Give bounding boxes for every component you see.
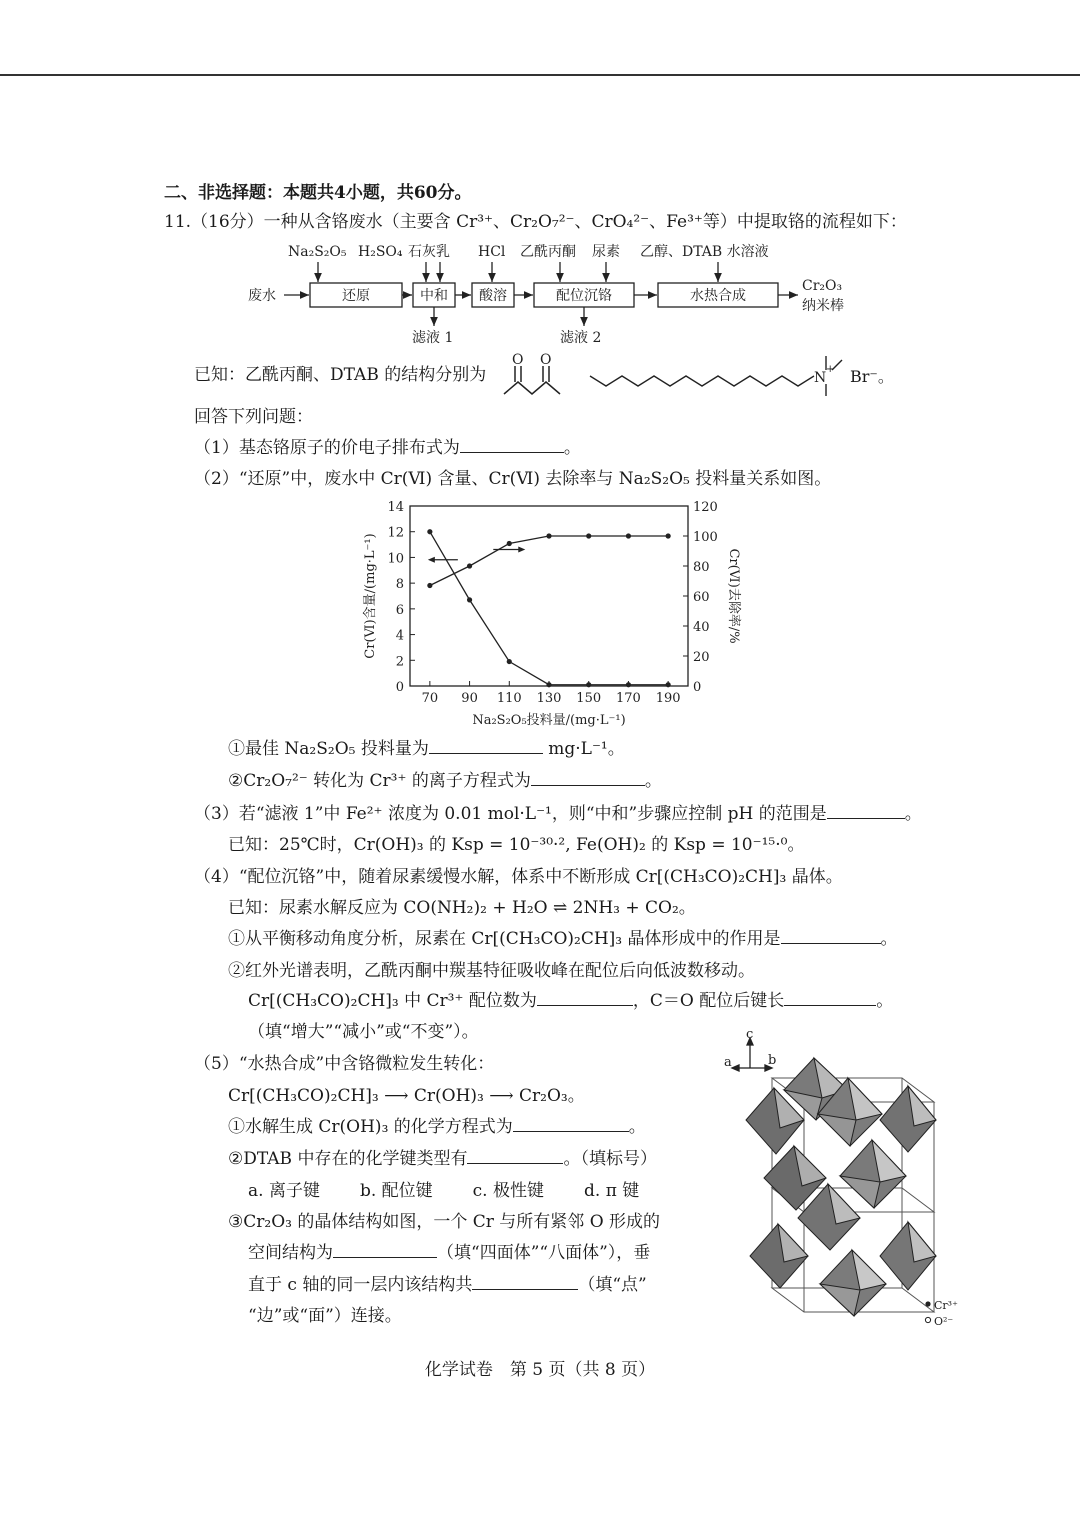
y-left-tick-label: 0 (395, 680, 404, 695)
known-structures: 已知：乙酰丙酮、DTAB 的结构分别为 (194, 365, 487, 385)
step-acid-dissolve: 酸溶 (479, 288, 507, 304)
y-right-tick-label: 20 (693, 650, 710, 665)
cr-content-point (507, 659, 512, 664)
section-title: 二、非选择题：本题共4小题，共60分。 (164, 183, 472, 203)
step-hydrothermal: 水热合成 (690, 288, 746, 304)
y-left-tick-label: 2 (395, 654, 404, 670)
chart-plot-frame (410, 506, 688, 686)
y-right-tick-label: 100 (693, 530, 718, 545)
answer-blank-2-1[interactable] (429, 739, 543, 754)
question-5-3b (248, 1242, 650, 1264)
question-4-2b-text: Cr[(CH₃CO)₂CH]₃ 中 Cr³⁺ 配位数为 (248, 991, 537, 1011)
x-axis-title: Na₂S₂O₅投料量/(mg·L⁻¹) (472, 713, 626, 728)
x-tick-label: 130 (536, 691, 562, 706)
cr-content-point (546, 682, 551, 687)
y-left-tick-label: 10 (387, 551, 404, 567)
y-left-tick-label: 8 (395, 577, 404, 593)
question-4-2d: （填“增大”“减小”或“不变”）。 (248, 1022, 479, 1042)
x-tick-label: 110 (496, 691, 522, 706)
answer-blank-3[interactable] (827, 804, 905, 819)
removal-rate-point (427, 583, 432, 588)
option-a: a. 离子键 (248, 1181, 320, 1201)
question-5-3e-text: （填“点” (578, 1275, 647, 1295)
question-2-1-unit: mg·L⁻¹。 (548, 739, 625, 759)
reagent-na2s2o5: Na₂S₂O₅ (288, 244, 347, 260)
removal-rate-point (546, 533, 551, 538)
x-tick-label: 150 (576, 691, 602, 706)
process-flow-diagram (240, 238, 880, 350)
y-right-axis-title: Cr(Ⅵ)去除率/% (726, 548, 741, 644)
svg-text:+: + (826, 364, 835, 375)
answer-blank-5-3a[interactable] (333, 1243, 437, 1258)
filtrate-2: 滤液 2 (560, 330, 602, 346)
x-tick-label: 190 (655, 691, 681, 706)
removal-rate-point (507, 541, 512, 546)
answer-blank-5-2[interactable] (467, 1149, 563, 1164)
series-cr-content-line (430, 532, 668, 685)
y-right-tick-label: 80 (693, 560, 710, 575)
answer-blank-1[interactable] (460, 438, 564, 453)
series-removal-rate-line (430, 536, 668, 586)
step-reduce: 还原 (342, 288, 370, 304)
axis-c-label: c (746, 1027, 754, 1042)
answer-blank-5-3b[interactable] (472, 1275, 578, 1290)
question-5-3b-text: 空间结构为 (248, 1243, 333, 1263)
axis-b-label: b (768, 1053, 777, 1068)
y-left-tick-label: 4 (395, 628, 404, 644)
answer-prompt: 回答下列问题： (194, 407, 313, 427)
option-d: d. π 键 (584, 1181, 640, 1201)
question-3-known: 已知：25℃时，Cr(OH)₃ 的 Ksp = 10⁻³⁰·², Fe(OH)₂ 的 Ksp = 10⁻¹⁵·⁰。 (228, 835, 805, 855)
svg-text:O: O (540, 352, 552, 368)
question-4-2: ②红外光谱表明，乙酰丙酮中羰基特征吸收峰在配位后向低波数移动。 (228, 961, 755, 981)
question-4-2b: Cr[(CH₃CO)₂CH]₃ 中 Cr³⁺ 配位数为 ，C＝O 配位后键长 。 (248, 991, 894, 1011)
answer-blank-5-1[interactable] (513, 1117, 629, 1132)
question-2-1-text: ①最佳 Na₂S₂O₅ 投料量为 (228, 739, 429, 759)
option-b: b. 配位键 (359, 1181, 433, 1201)
question-4-1: ①从平衡移动角度分析，尿素在 Cr[(CH₃CO)₂CH]₃ 晶体形成中的作用是 。 (228, 929, 898, 949)
right-axis-indicator-head (518, 547, 525, 553)
cr-content-point (427, 529, 432, 534)
q11-intro: 11.（16分）一种从含铬废水（主要含 Cr³⁺、Cr₂O₇²⁻、CrO₄²⁻、Fe³⁺等）中提取铬的流程如下： (164, 212, 907, 232)
y-left-axis-title: Cr(Ⅵ)含量/(mg·L⁻¹) (363, 533, 378, 659)
question-4-2c-text: ，C＝O 配位后键长 (632, 991, 785, 1011)
axis-a-label: a (724, 1055, 732, 1070)
cr-content-point (666, 682, 671, 687)
question-2-2-text: ②Cr₂O₇²⁻ 转化为 Cr³⁺ 的离子方程式为 (228, 771, 531, 791)
y-right-tick-label: 60 (693, 590, 710, 605)
question-5-1: ①水解生成 Cr(OH)₃ 的化学方程式为 。 (228, 1117, 646, 1137)
cr-content-point (586, 682, 591, 687)
acetylacetone-structure (500, 352, 584, 400)
removal-rate-point (626, 533, 631, 538)
y-right-tick-label: 120 (693, 500, 718, 515)
cr-content-point (467, 597, 472, 602)
question-5-2 (228, 1148, 657, 1170)
reagent-acac: 乙酰丙酮 (520, 244, 576, 260)
reagent-hcl: HCl (478, 244, 506, 260)
question-4: （4）“配位沉铬”中，随着尿素缓慢水解，体系中不断形成 Cr[(CH₃CO)₂CH]₃ 晶体。 (194, 867, 843, 887)
question-5-1-text: ①水解生成 Cr(OH)₃ 的化学方程式为 (228, 1117, 513, 1137)
removal-rate-point (586, 533, 591, 538)
y-left-tick-label: 6 (395, 602, 404, 618)
y-right-tick-label: 0 (693, 680, 702, 695)
reagent-lime: 石灰乳 (408, 244, 450, 260)
cr-content-removal-chart (350, 494, 750, 738)
cr2o3-crystal-structure (722, 1027, 958, 1336)
page-footer: 化学试卷 第 5 页（共 8 页） (424, 1360, 656, 1380)
question-5-3d (248, 1274, 647, 1296)
step-coord-precip: 配位沉铬 (556, 288, 612, 304)
y-left-tick-label: 12 (387, 525, 404, 541)
question-1-text: （1）基态铬原子的价电子排布式为 (194, 438, 460, 458)
removal-rate-point (666, 533, 671, 538)
question-5-2-text: ②DTAB 中存在的化学键类型有 (228, 1149, 468, 1169)
question-2-1 (228, 738, 625, 760)
reagent-h2so4: H₂SO₄ (358, 244, 403, 260)
svg-text:N: N (814, 370, 827, 386)
reagent-urea: 尿素 (592, 244, 620, 260)
question-5-equation: Cr[(CH₃CO)₂CH]₃ ⟶ Cr(OH)₃ ⟶ Cr₂O₃。 (228, 1086, 585, 1106)
x-tick-label: 170 (616, 691, 641, 706)
option-c: c. 极性键 (472, 1181, 544, 1201)
question-4-known: 已知：尿素水解反应为 CO(NH₂)₂ + H₂O ⇌ 2NH₃ + CO₂。 (228, 898, 696, 918)
reagent-ethanol-dtab: 乙醇、DTAB 水溶液 (640, 244, 769, 260)
filtrate-1: 滤液 1 (412, 330, 454, 346)
question-3-text: （3）若“滤液 1”中 Fe²⁺ 浓度为 0.01 mol·L⁻¹，则“中和”步骤应控制 pH 的范围是 (194, 804, 827, 824)
flow-input: 废水 (248, 288, 276, 304)
page-top-border (0, 74, 1080, 76)
legend-cr: Cr³⁺ (934, 1299, 958, 1312)
question-5-3: ③Cr₂O₃ 的晶体结构如图，一个 Cr 与所有紧邻 O 形成的 (228, 1212, 661, 1232)
legend-o: O²⁻ (934, 1315, 954, 1328)
answer-blank-4-2a[interactable] (537, 991, 633, 1006)
x-tick-label: 90 (461, 691, 478, 706)
flow-product-form: 纳米棒 (802, 298, 844, 314)
question-5-2-options (248, 1180, 639, 1202)
removal-rate-point (467, 563, 472, 568)
svg-text:O: O (512, 352, 524, 368)
question-5-3d-text: 直于 c 轴的同一层内该结构共 (248, 1275, 473, 1295)
dtab-structure (586, 352, 846, 400)
left-axis-indicator-head (428, 557, 435, 563)
question-2: （2）“还原”中，废水中 Cr(Ⅵ) 含量、Cr(Ⅵ) 去除率与 Na₂S₂O₅ 投料量关系如图。 (194, 469, 832, 489)
step-neutralize: 中和 (420, 288, 448, 304)
question-5-3c-text: （填“四面体”“八面体”），垂 (437, 1243, 651, 1263)
question-4-1-text: ①从平衡移动角度分析，尿素在 Cr[(CH₃CO)₂CH]₃ 晶体形成中的作用是 (228, 929, 781, 949)
question-1: （1）基态铬原子的价电子排布式为 。 (194, 438, 581, 458)
y-left-tick-label: 14 (387, 500, 404, 515)
x-tick-label: 70 (421, 691, 439, 706)
cr-content-point (626, 682, 631, 687)
question-5: （5）“水热合成”中含铬微粒发生转化： (194, 1054, 495, 1074)
question-3: （3）若“滤液 1”中 Fe²⁺ 浓度为 0.01 mol·L⁻¹，则“中和”步骤应控制 pH 的范围是 。 (194, 804, 922, 824)
question-2-2: ②Cr₂O₇²⁻ 转化为 Cr³⁺ 的离子方程式为 。 (228, 771, 662, 791)
question-5-2-hint: 。（填标号） (563, 1149, 657, 1169)
answer-blank-2-2[interactable] (531, 771, 645, 786)
flow-product: Cr₂O₃ (802, 278, 843, 294)
dtab-bromide-label: Br⁻。 (850, 367, 894, 386)
answer-blank-4-2b[interactable] (784, 991, 876, 1006)
answer-blank-4-1[interactable] (781, 929, 881, 944)
question-5-3f: “边”或“面”）连接。 (248, 1306, 402, 1326)
y-right-tick-label: 40 (693, 620, 710, 635)
